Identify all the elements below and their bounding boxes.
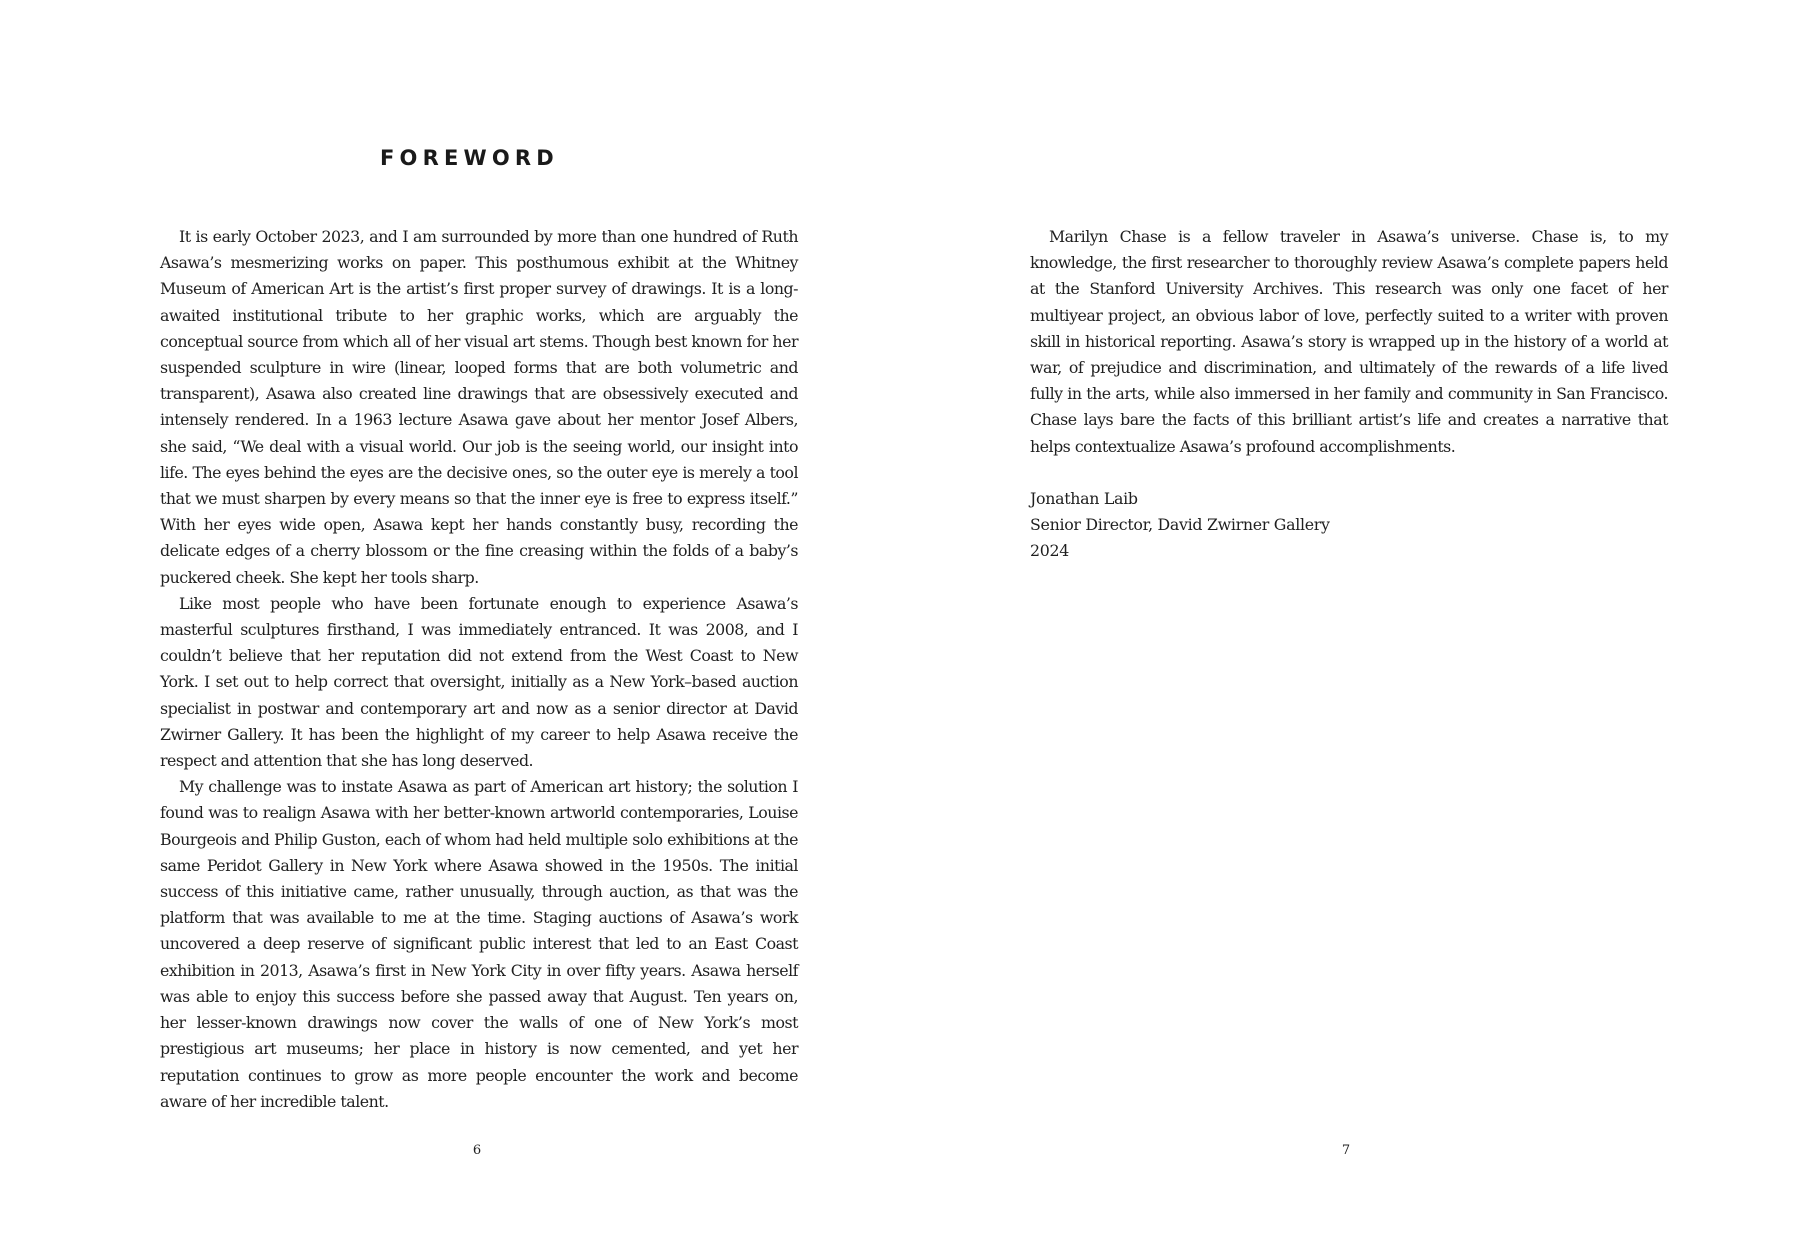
signature-block (1030, 486, 1330, 565)
paragraph: My challenge was to instate Asawa as part of American art history; the solution I found was to realign Asawa with her better-known artworld contemporaries, Louise Bourgeois and Philip Guston, each of whom had held multiple solo exhibitions at the same Peridot Gallery in New York where Asawa showed in the 1950s. The initial success of this initiative came, rather unusually, through auction, as that was the platform that was available to me at the time. Staging auctions of Asawa’s work uncovered a deep reserve of significant public interest that led to an East Coast exhibition in 2013, Asawa’s first in New York City in over fifty years. Asawa herself was able to enjoy this success before she passed away that August. Ten years on, her lesser-known drawings now cover the walls of one of New York’s most prestigious art museums; her place in history is now cemented, and yet her reputation continues to grow as more people encounter the work and become aware of her incredible talent. (160, 777, 798, 1111)
paragraph: It is early October 2023, and I am surrounded by more than one hundred of Ruth Asawa’s mesmerizing works on paper. This posthumous exhibit at the Whitney Museum of American Art is the artist’s first proper survey of drawings. It is a long-awaited institutional tribute to her graphic works, which are arguably the conceptual source from which all of her visual art stems. Though best known for her suspended sculpture in wire (linear, looped forms that are both volumetric and transparent), Asawa also created line drawings that are obsessively executed and intensely rendered. In a 1963 lecture Asawa gave about her mentor Josef Albers, she said, “We deal with a visual world. Our job is the seeing world, our insight into life. The eyes behind the eyes are the decisive ones, so the outer eye is merely a tool that we must sharpen by every means so that the inner eye is free to express itself.” With her eyes wide open, Asawa kept her hands constantly busy, recording the delicate edges of a cherry blossom or the fine creasing within the folds of a baby’s puckered cheek. She kept her tools sharp. (160, 227, 798, 587)
page-title: FOREWORD (380, 146, 559, 170)
author-title: Senior Director, David Zwirner Gallery (1030, 515, 1330, 535)
page-number: 7 (1341, 1143, 1351, 1158)
paragraph: Marilyn Chase is a fellow traveler in Asawa’s universe. Chase is, to my knowledge, the first researcher to thoroughly review Asawa’s complete papers held at the Stanford University Archives. This research was only one facet of her multiyear project, an obvious labor of love, perfectly suited to a writer with proven skill in historical reporting. Asawa’s story is wrapped up in the history of a world at war, of prejudice and discrimination, and ultimately of the rewards of a life lived fully in the arts, while also immersed in her family and community in San Francisco. Chase lays bare the facts of this brilliant artist’s life and creates a narrative that helps contextualize Asawa’s profound accomplishments. (1030, 227, 1668, 456)
right-page (906, 0, 1812, 1236)
page-number: 6 (472, 1143, 482, 1158)
author-name: Jonathan Laib (1030, 489, 1138, 508)
body-text (1030, 224, 1668, 460)
paragraph: Like most people who have been fortunate enough to experience Asawa’s masterful sculptures firsthand, I was immediately entranced. It was 2008, and I couldn’t believe that her reputation did not extend from the West Coast to New York. I set out to help correct that oversight, initially as a New York–based auction specialist in postwar and contemporary art and now as a senior director at David Zwirner Gallery. It has been the highlight of my career to help Asawa receive the respect and attention that she has long deserved. (160, 593, 798, 771)
signature-year: 2024 (1030, 541, 1070, 561)
body-text (160, 224, 798, 1115)
